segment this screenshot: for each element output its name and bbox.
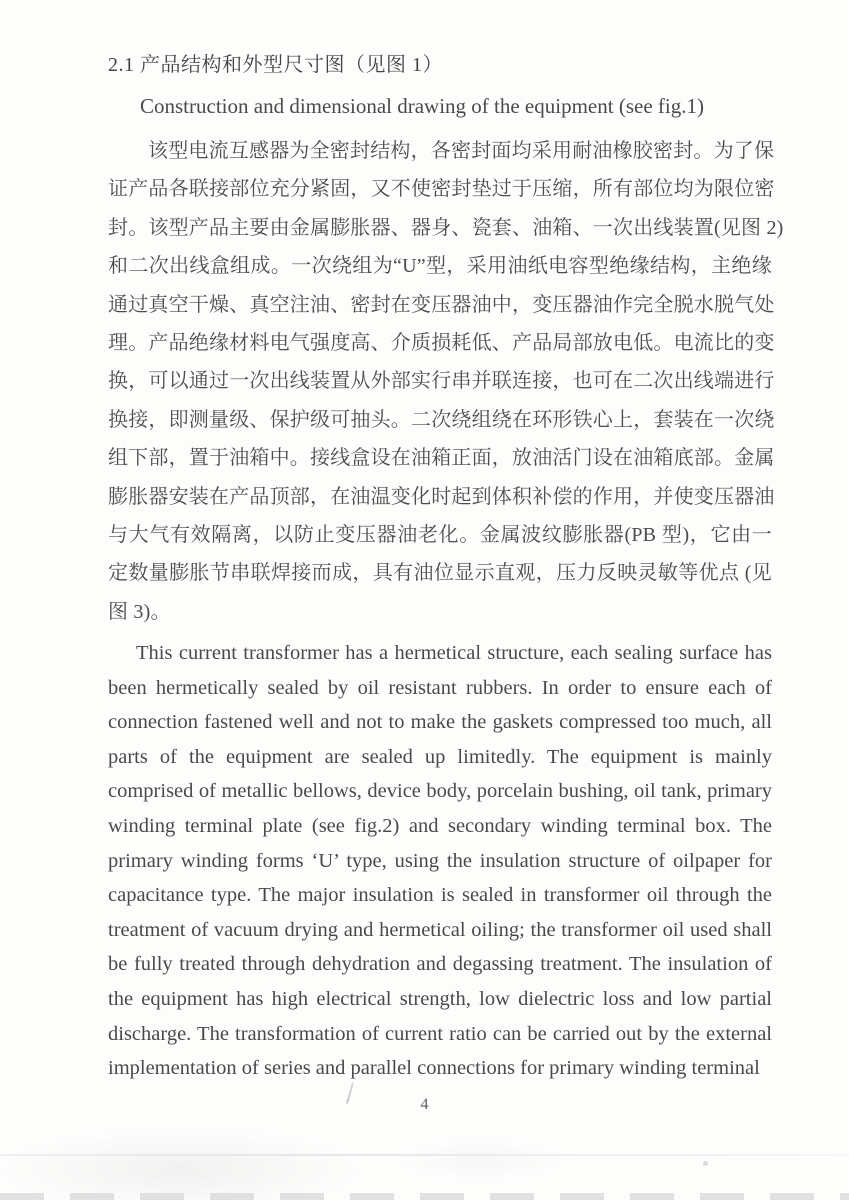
text-line: 与大气有效隔离，以防止变压器油老化。金属波纹膨胀器(PB 型)，它由一: [108, 523, 772, 546]
text-line: the equipment has high electrical strength, low dielectric loss and low partial: [108, 988, 772, 1011]
text-line: discharge. The transformation of current ratio can be carried out by the external: [108, 1022, 772, 1045]
text-line: primary winding forms ‘U’ type, using the insulation structure of oilpaper for: [108, 849, 772, 872]
text-line: comprised of metallic bellows, device body, porcelain bushing, oil tank, primary: [108, 780, 772, 803]
text-line: connection fastened well and not to make the gaskets compressed too much, all: [108, 711, 772, 734]
section-heading-en: Construction and dimensional drawing of the equipment (see fig.1): [140, 94, 704, 118]
text-line: winding terminal plate (see fig.2) and secondary winding terminal box. The: [108, 815, 772, 838]
paragraph-english: [108, 636, 772, 1086]
text-line: 和二次出线盒组成。一次绕组为“U”型，采用油纸电容型绝缘结构，主绝缘: [108, 255, 772, 278]
text-line: 换，可以通过一次出线装置从外部实行串并联连接，也可在二次出线端进行: [108, 370, 775, 393]
text-line: parts of the equipment are sealed up limitedly. The equipment is mainly: [108, 745, 772, 768]
page-number: 4: [420, 1096, 429, 1113]
text-line: 换接，即测量级、保护级可抽头。二次绕组绕在环形铁心上，套装在一次绕: [108, 408, 775, 431]
text-line: be fully treated through dehydration and degassing treatment. The insulation of: [108, 953, 772, 976]
paragraph-chinese: [108, 132, 784, 631]
text-block: [108, 44, 784, 1086]
text-line: been hermetically sealed by oil resistant rubbers. In order to ensure each of: [108, 676, 772, 699]
text-line: 封。该型产品主要由金属膨胀器、器身、瓷套、油箱、一次出线装置(见图 2): [108, 216, 784, 239]
text-line: 证产品各联接部位充分紧固，又不使密封垫过于压缩，所有部位均为限位密: [108, 178, 775, 201]
scan-edge-artifact: [0, 1193, 849, 1200]
text-line: 图 3)。: [108, 600, 171, 623]
text-line: capacitance type. The major insulation is sealed in transformer oil through the: [108, 884, 772, 907]
text-line: 该型电流互感器为全密封结构，各密封面均采用耐油橡胶密封。为了保: [148, 140, 775, 162]
text-line: implementation of series and parallel connections for primary winding terminal: [108, 1057, 760, 1080]
text-line: This current transformer has a hermetical structure, each sealing surface has: [136, 642, 772, 665]
text-line: 理。产品绝缘材料电气强度高、介质损耗低、产品局部放电低。电流比的变: [108, 331, 775, 354]
text-line: 通过真空干燥、真空注油、密封在变压器油中，变压器油作完全脱水脱气处: [108, 293, 775, 316]
text-line: 组下部，置于油箱中。接线盒设在油箱正面，放油活门设在油箱底部。金属: [108, 447, 775, 470]
scan-speck-artifact: [703, 1161, 708, 1166]
scan-line-artifact: [0, 1154, 849, 1156]
text-line: 定数量膨胀节串联焊接而成，具有油位显示直观，压力反映灵敏等优点 (见: [108, 562, 772, 585]
section-heading-zh: 2.1 产品结构和外型尺寸图（见图 1）: [108, 54, 443, 76]
text-line: 膨胀器安装在产品顶部，在油温变化时起到体积补偿的作用，并使变压器油: [108, 485, 775, 508]
text-line: treatment of vacuum drying and hermetical oiling; the transformer oil used shall: [108, 918, 772, 941]
